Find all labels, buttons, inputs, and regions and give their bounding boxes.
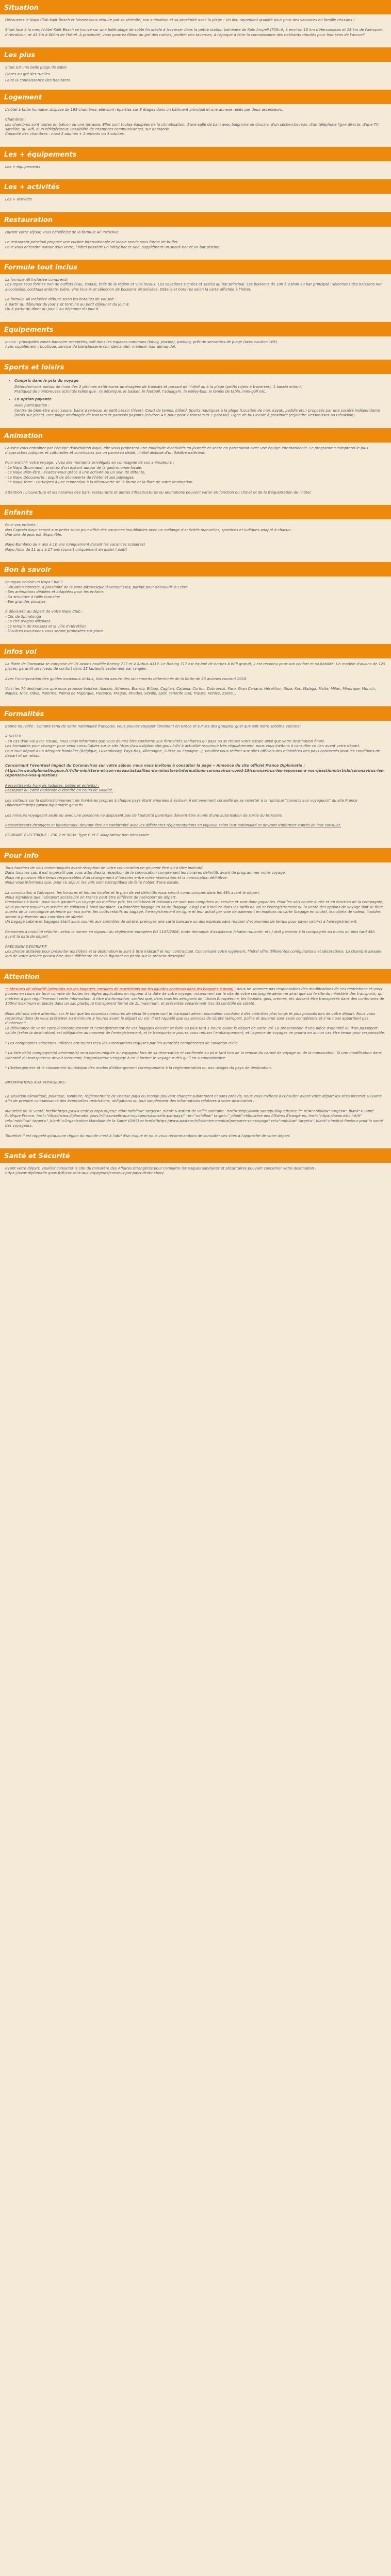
section-header: Enfants (0, 505, 391, 519)
paragraph: Durant votre séjour, vous bénéficiez de la formule All Inclusive. (5, 230, 120, 234)
paragraph: Nous attirons votre attention sur le fait que les nouvelles mesures de sécurité concernant le transport aérien pourraient conduire à des contrôles plus longs et plus poussés lors de votre départ. Nous vous recommandons de vous présenter au minimum 3 heures avant le départ du vol. Il est rappelé que les services de sûreté (aéroport, police et douane) sont seuls compétents et il ne nous appartient pas d'intervenir. La délivrance de votre carte d'embarquement et l'enregistrement de vos bagages doivent se faire au plus tard 1 heure avant le départ de votre vol. La présentation d'une pièce d'identité ou d'un passeport valide (selon la destination) est obligatoire au moment de l'enregistrement, et le transporteur pourra vous refuser l'embarquement, et l'agence de voyages ne pourra en aucun cas être tenue pour responsable. (5, 1011, 385, 1036)
paragraph: L'hôtel à taille humaine, dispose de 165 chambres, elle-sont réparties sur 3 étages dans un bâtiment principal et une annexe reliés par deux ascenseurs. (5, 107, 283, 112)
paragraph: La formule All Inclusive débute selon les horaires de vol soit : À partir du déjeuner du jour 1 et termine au petit déjeuner du jour 8. Ou à partir du dîner du jour 1 au déjeuner du jour 8. (5, 297, 130, 312)
list-item: Fibres au gré des ruelles (5, 72, 50, 76)
entertainment-section (0, 428, 391, 505)
paragraph: La flotte de Transavia se compose de 19 avions modèle Boeing 717 et 4 Airbus A319. Le Boeing 717 est équipé de bornes à Wifi gratuit, il est reconnu pour son confort et sa fiabilité. Un modèle d'avions de 125 places, garantit un niveau de confort dans 15 fauteuils seulement par rangée. (5, 662, 385, 671)
paragraph: Ministère de la Santé: href="https://www.ecdc.europa.eu/en/" rel="nofollow" target="_blank">Institut de veille sanitaire : href="http://www.santepubliquefrance.fr" rel="nofollow" target="_blank">Santé Publique France, href="http://www.diplomatie.gouv.fr/fr/conseils-aux-voyageurs/conseils-par-pays/" rel="nofollow" target="_blank">Ministère des Affaires Étrangères, href="https://www.who.int/fr" rel="nofollow" target="_blank">Organisation Mondiale de la Santé (OMS) et href="https://www.pasteur.fr/fr/centre-medical/preparer-son-voyage" rel="nofollow" target="_blank">Institut Pasteur pour la santé des voyageurs. (5, 1109, 383, 1128)
paragraph: Situé face à la mer, l'hôtel Kalit Beach se trouve sur une belle plage de sable fin idéale à traverser dans la petite station balnéaire de Kalo Ampeli (700m), à environ 10 km d'Hersonissos et 18 km de l'aéroport d'Heraklion, et 45 km à 600m de l'hôtel. À proximité, vous pourrez flâner au gré des ruelles, profiter des tavernes, à l'époque à faire la connaissance des habitants réputés pour leur sens de l'accueil. (5, 28, 383, 37)
paragraph: Découvrez le Nayo Club Kalit Beach et laissez-vous séduire par sa sérénité, son animation et sa proximité avec la plage ! Un lieu rayonnant qualifié pour pour des vacances en famille réussies ! (5, 18, 355, 22)
section-header: Les + équipements (0, 147, 391, 161)
paragraph: Pour enrichir votre voyage, vivez des moments privilégiés en compagnie de vos animateurs : - Le Nayo Gourmand : profitez d'un instant autour de la gastronomie locale, - Le Nayo Bien-être : évadez-vous grâce à une activité ou un soin de détente, - Le Nayo Découverte : esprit de découverte de l'hôtel et ses paysages, - Le Nayo Terre : Participez à une immersion à la découverte de la faune et la flore de votre destination. (5, 461, 194, 485)
attention-section (0, 969, 391, 1148)
highlights-section (0, 47, 391, 89)
paragraph: Ressortissants français (adultes, bébés et enfants) : Passeport ou carte nationale d'identité en cours de validité. (5, 783, 113, 793)
paragraph: La situation climatique, politique, sanitaire, réglementaire de chaque pays du monde pouvant changer subitement et sans préavis, nous vous invitons à consulter avant votre départ les sites Internet suivants afin de prendre connaissance des éventuelles restrictions, obligations ou tout simplement des informations relatives à votre destination : (5, 1094, 382, 1104)
activities-plus-section (0, 179, 391, 212)
section-header: Attention (0, 969, 391, 984)
facilities-section (0, 322, 391, 360)
lodging-section (0, 90, 391, 147)
section-header: Bon à savoir (0, 562, 391, 577)
paragraph: Ressortissants étrangers et binationaux: devront être en conformité avec les différentes réglementations en vigueur, selon leur nationalité et devront s'informer auprès de leur consulat. (5, 823, 341, 827)
paragraph: Bonne nouvelle : Compte tenu de votre nationalité française, vous pouvez voyager librement en Grèce et sur les des groupes, quel que soit notre schéma vaccinal. (5, 724, 302, 728)
sports-section (0, 360, 391, 428)
paragraph: À NOTER - En cas d'un vol avec escale, nous vous informons que vous devrez être conforme aux formalités sanitaires du pays où se trouve votre escale ainsi que votre destination finale. Les formalités pour changer pour venir consultables sur le site https://www.diplomatie.gouv.fr/fr/ à actualité reconnue très régulièrement, nous vous invitons à consulter ce lien avant votre départ. Pour tout départ d'un aéroport frontalier (Belgique, Luxembourg, Pays-Bas, Allemagne, Suisse ou Espagne...), veuillez vous référer aux sites officiels des ministères des pays concernés pour les conditions de départ et de retour. (5, 734, 380, 758)
paragraph: * La liste de(s) compagnie(s) aérienne(s) sera communiquée au voyageur lors de sa réservation et confirmée au plus tard lors de la remise du carnet de voyage ou de la convocation. Si une modification dans l'identité du transporteur devait intervenir, l'organisateur s'engage à en informer le voyageur dès qu'il en a connaissance. (5, 1051, 382, 1060)
section-header: Les + activités (0, 179, 391, 194)
paragraph: La formule All Inclusive comprend: Les repas sous formes non de buffets (eau, sodas), thés de la région et vins locaux. Les collations sucrées et salées au bar principal. Les boissons de 10h à 23h00 au bar principal : sélections des boissons non alcoolisées, cocktails enfants, bière, vins locaux et sélection de boissons alcoolisées. Détails et horaires selon la carte affichée à l'hôtel. (5, 278, 383, 292)
paragraph: Les + équipements (5, 164, 41, 169)
info-voyageur-title: INFORMATIONS AUX VOYAGEURS : (5, 1080, 68, 1084)
paragraph: À découvrir au départ de votre Nayo Club : - Clic de Spinalonga - La cité d'Agios Nikolaos - Le temple de Knossos et la ville d'Héraklion - D'autres excursions vous seront proposées sur place. (5, 609, 105, 634)
section-header: Restauration (0, 212, 391, 227)
paragraph: Le restaurant principal propose une cuisine internationale et locale servie sous forme de buffet. Pour vous détendre autour d'un verre, l'hôtel possède un lobby bar et une, supplément un snack-bar et un bar piscine. (5, 240, 221, 249)
section-header: Infos vol (0, 644, 391, 658)
equipment-plus-section (0, 147, 391, 179)
list-item: Situé sur une belle plage de sable (5, 65, 67, 70)
paragraph: Voici les 70 destinations que nous propose Volotea: Ajaccio, Athènes, Biarritz, Bilbao, Cagliari, Catania, Corfou, Dubrovnik, Faro, Gran Canaria, Héraklion, Ibiza, Kos, Malaga, Malte, Milan, Minorque, Munich, Naples, Nice, Olbia, Palerme, Palma de Majorque, Florence, Prague, Rhodes, Séville, Split, Tenerife Sud, Trieste, Venise, Zante... (5, 686, 376, 696)
health-security-section (0, 1148, 391, 1186)
paragraph: * Les compagnies aériennes utilisées ont toutes reçu les autorisations requises par les autorités compétentes de l'aviation civile. (5, 1041, 239, 1045)
paragraph: Inclus : principales zones bancaire acceptées, wifi dans les espaces communs (lobby, piscine), parking, prêt de serviettes de plage (avec caution 10€). Avec supplément : boutique, service de blanchisserie (sur demande), médecin (sur demande). (5, 340, 279, 349)
paragraph: ** Mesures de sécurité (attentats sur les bagages: mesures de restrictions sur les liquides contenus dans les bagages à main) : nous ne sommes pas responsables des modifications de ces restrictions et vous pouvez en cours de tenir compte de toutes les règles applicables en vigueur à la date de votre voyage, notamment sur le site de votre compagnie aérienne ainsi que sur le site du ministère des transports, qui mettent à jour régulièrement cette information. À titre d'information, sachez que, dans tous les aéroports de l'Union Européenne, les liquides, gels, crèmes, etc doivent être transportés dans des contenants de 100ml maximum et placés dans un sac plastique transparent fermé de 1L maximum, et présentés séparément lors du contrôle de sûreté. (5, 987, 384, 1006)
all-inclusive-section (0, 260, 391, 322)
section-header: Equipements (0, 322, 391, 336)
section-header: Animation (0, 428, 391, 443)
paragraph: Toutefois il est rappelé qu'aucune région du monde n'est à l'abri d'un risque et nous vous recommandons de consulter ces sites à l'approche de votre départ. (5, 1133, 291, 1138)
paragraph: Les mineurs voyageant seuls ou avec une personne ne disposant pas de l'autorité parentale doivent être munis d'une autorisation de sortie du territoire. (5, 813, 283, 818)
formalities-section (0, 706, 391, 848)
paragraph: Pour vos enfants : Nos Captain Nayo seront aux petits soins pour offrir des vacances inoubliables avec un mélange d'activités manuelles, sportives et ludiques adapté à chacun. Une aire de jeux est disponible. (5, 523, 292, 537)
paragraph: Les visiteurs sur la disfonctionnement de frontières propres à chaque pays étant amenées à évoluer, il est vivement conseillé de se reporter à la rubrique "conseils aux voyageurs" du site France Diplomatie:https://www.diplomatie.gouv.fr/ (5, 798, 357, 808)
paragraph: Avec l'incorporation des guides nouveaux Airbus, Volotea assure des lancements déterminés de la flotte de 23 aviones courant 2016. (5, 676, 248, 681)
list-item: • Compris dans le prix du voyage Détendez-vous autour de l'une des 2 piscines extérieures aménagées de transats et parasol de l'hôtel ou à la plage (petits rojets à traverser), 1 bassin enfant. Pratiquez de nombreuses activités telles que : le pétanque, le basket, le football, l'aquagym, le volley-ball, le tennis de table, mini-golf etc. (14, 379, 386, 395)
paragraph: Personnes à mobilité réduite : selon la norme en vigueur du règlement européen EU 1107/2006, toute demande d'assistance (chaise roulante, etc.) doit parvenir à la compagnie au moins au plus tard 48h avant la date de départ. (5, 929, 375, 939)
paragraph: Nayo Bambino de 4 ans à 10 ans (uniquement durant les vacances scolaires) Nayo Ados de 11 ans à 17 ans (ouvert uniquement en juillet / août) (5, 543, 145, 552)
paragraph: PRÉCISION DESCRIPTIF Les photos utilisées pour présenter les hôtels et la destination le sont à titre indicatif et non contractuel. Concernant votre logement, l'hôtel offre différentes configurations et décorations. La chambre allouée lors de votre arrivée pourra être donc différente de celle figurant en photo sur le présent descriptif. (5, 944, 382, 959)
security-warning: ** Mesures de sécurité (attentats sur les bagages: mesures de restrictions sur les liquides contenus dans les bagages à main) : (5, 987, 236, 991)
situation-section (0, 0, 391, 47)
section-header: Logement (0, 90, 391, 104)
paragraph: * L'hébergement et le classement touristique des modes d'hébergement correspondent à la réglementation ou aux usages du pays de destination. (5, 1066, 272, 1071)
list-item: Faire la connaissance des habitants (5, 78, 70, 83)
paragraph: Attention : L'ouverture et les horaires des bars, restaurants et autres infrastructures ou animations peuvent varier en fonction du climat et de la fréquentation de l'hôtel. (5, 490, 312, 495)
kids-section (0, 505, 391, 562)
paragraph: Chambres : Les chambres sont toutes en balcon ou une terrasse. Elles sont toutes équipées de la climatisation, d'une salle de bain avec baignoire ou douche, d'un sèche-cheveux, d'un téléphone ligne directe, d'une TV satellite, du wifi, d'un réfrigérateur. Possibilité de chambres communicantes, sur demande. Capacité des chambres : maxi 2 adultes + 2 enfants ou 3 adultes. (5, 117, 379, 137)
section-header: Les plus (0, 47, 391, 62)
paragraph: Avant votre départ, veuillez consulter le site du ministère des Affaires étrangères pour connaître les risques sanitaires et sécuritaires pouvant concerner votre destination : https://www.diplomatie.gouv.fr/fr/conseils-aux-voyageurs/conseils-par-pays-destination/ (5, 1166, 317, 1176)
for-info-section (0, 848, 391, 969)
section-header: Sports et loisirs (0, 360, 391, 374)
section-header: Santé et Sécurité (0, 1148, 391, 1163)
paragraph: Tous horaires de vols communiqués avant réception de votre convocation ne peuvent être qu'à titre indicatif. Dans tous les cas, il est impératif que vous attendiez la réception de la convocation comprenant les horaires définitifs avant de programmer votre voyage. Nous ne pouvons être tenus responsables d'un changement d'horaires entre votre réservation et la convocation définitive. Nous vous informons que, pour ce séjour, les vols sont susceptibles de faire l'objet d'une escale. (5, 866, 286, 885)
paragraph: Pourquoi choisir un Nayo Club ? - Situation centrale, à proximité de la zone pittoresque d'Hersonissos, parfait pour découvrir la Crète - Ses animations dédiées et adaptées pour les enfants - Sa structure à taille humaine - Ses grandes piscines (5, 580, 188, 604)
section-header: Pour info (0, 848, 391, 862)
paragraph: Laissez-vous entraîner par l'équipe d'animation Nayo, elle vous proposera une multitude d'activités en journée et vente en partenariat avec une équipe internationale. Le programme comprend le plus d'approches ludiques et culturelles et conviviales sur un panneau dédié, l'hôtel disposé d'un théâtre extérieur. (5, 446, 368, 455)
covid-notice: Concernant l'éventuel impact du Coronavirus sur votre séjour, nous vous invitons à consulter la page « Annonce du site officiel France Diplomatie : https://www.diplomatie.gouv.fr/fr/le-ministere-et-son-reseau/actualites-du-ministere/informations-coronavirus-covid-19/coronavirus-les-reponses-a-vos-questions/article/coronavirus-les-reponses-a-vos-questions (5, 764, 385, 778)
flight-info-section (0, 644, 391, 706)
section-header: Formalités (0, 706, 391, 721)
dining-section (0, 212, 391, 260)
product-description-page (0, 0, 391, 1186)
paragraph: Les + activités (5, 197, 32, 202)
list-item: • En option payante Avec participation : Centre de bien-être avec sauna, bains à remous, et petit bassin (hiver). Court de tennis, billard. Sports nautiques à la plage (Location de mer, kayak, paddle etc.) proposés par une société indépendante (tarifs sur place). Une plage aménagée de transats et parasols payants (environ 4 € pour pour 2 transats et 1 parasol). Ligne de bus locale à proximité (rejoindre Hersonissos ou Héraklion). (14, 397, 386, 418)
paragraph: COURANT ÉLECTRIQUE : 230 V et 50Hz. Type C et F. Adaptateur non nécessaire. (5, 833, 151, 838)
section-header: Situation (0, 0, 391, 14)
section-header: Formule tout inclus (0, 260, 391, 274)
paragraph: La convocation à l'aéroport, les horaires et heures locales et le plan de vol définitifs vous seront communiqués dans les 48h avant le départ. Nous signalons que l'aéroport accessible en France peut être différent de l'aéroport de départ. Prestations à bord : pour vous garantir un voyage au meilleur prix, les collations et boissons ne sont pas comprises au service et sont donc payantes. Pour les vols courte durée et en fonction de la compagnie, vous pourrez trouver un service de collation à bord sur place. La franchise bagage en soute (bagage 23kg) est à inclure dans les tarifs de vol et l'enregistrement ou la vente des options de voyage doit se faire auprès de la compagnie aérienne par vos soins, les coûts relatifs au bagage, l'enregistrement en ligne et leur achat par voie de paiement en espèces ou carte (bagage en soute), les objets de valeur, liquides seront à présenter aux contrôles de sûreté. Un bagage cabine et bagages étant alors soumis aux contrôles de sûreté, prévoyez une carte bancaire ou des espèces sans réaliser d'économies de temps pour payer celui-ci à l'enregistrement. (5, 890, 383, 924)
good-to-know-section (0, 562, 391, 643)
